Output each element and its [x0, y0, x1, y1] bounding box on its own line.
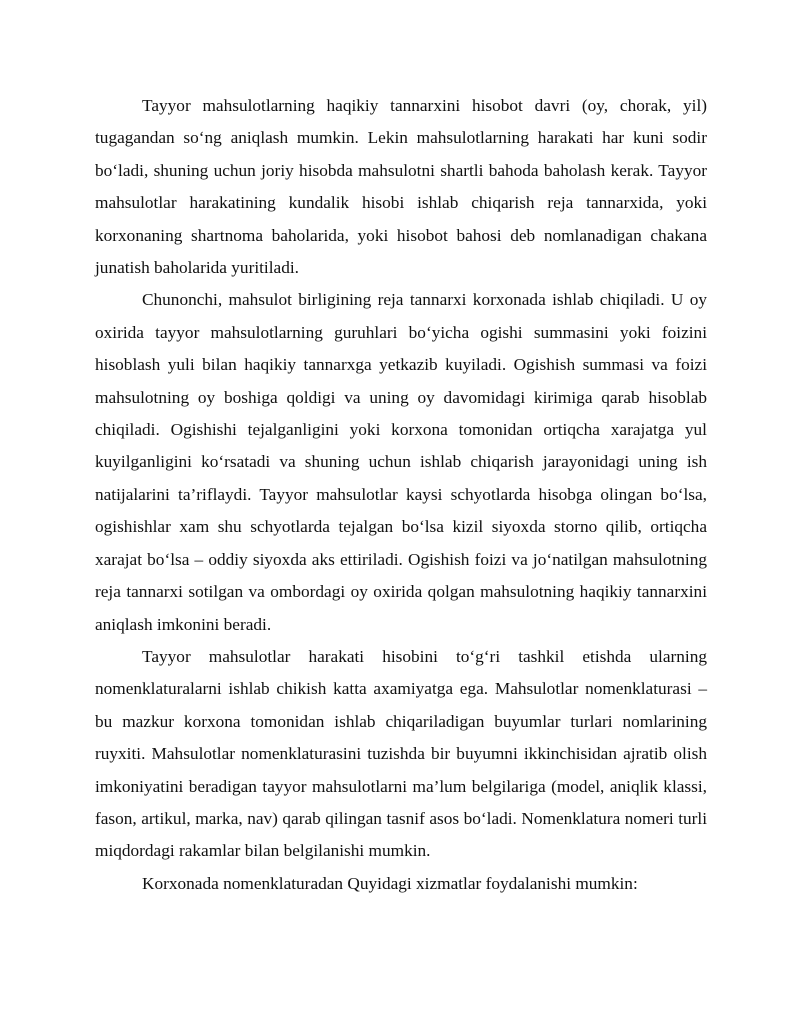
document-page	[95, 90, 707, 900]
paragraph-1: Tayyor mahsulotlarning haqikiy tannarxini hisobot davri (oy, chorak, yil) tugagandan so‘ng aniqlash mumkin. Lekin mahsulotlarning harakati har kuni sodir bo‘ladi, shuning uchun joriy hisobda mahsulotni shartli bahoda baholash kerak. Tayyor mahsulotlar harakatining kundalik hisobi ishlab chiqarish reja tannarxida, yoki korxonaning shartnoma baholarida, yoki hisobot bahosi deb nomlanadigan chakana junatish baholarida yuritiladi.	[95, 96, 707, 278]
paragraph-2: Chunonchi, mahsulot birligining reja tannarxi korxonada ishlab chiqiladi. U oy oxirida tayyor mahsulotlarning guruhlari bo‘yicha ogishi summasini yoki foizini hisoblash yuli bilan haqikiy tannarxga yetkazib kuyiladi. Ogishish summasi va foizi mahsulotning oy boshiga qoldigi va uning oy davomidagi kirimiga qarab hisoblab chiqiladi. Ogishishi tejalganligini yoki korxona tomonidan ortiqcha xarajatga yul kuyilganligini ko‘rsatadi va shuning uchun ishlab chiqarish jarayonidagi uning ish natijalarini ta’riflaydi. Tayyor mahsulotlar kaysi schyotlarda hisobga olingan bo‘lsa, ogishishlar xam shu schyotlarda tejalgan bo‘lsa kizil siyoxda storno qilib, ortiqcha xarajat bo‘lsa – oddiy siyoxda aks ettiriladi. Ogishish foizi va jo‘natilgan mahsulotning reja tannarxi sotilgan va ombordagi oy oxirida qolgan mahsulotning haqikiy tannarxini aniqlash imkonini beradi.	[95, 290, 707, 634]
paragraph-4: Korxonada nomenklaturadan Quyidagi xizmatlar foydalanishi mumkin:	[142, 873, 638, 893]
paragraph-3: Tayyor mahsulotlar harakati hisobini to‘g‘ri tashkil etishda ularning nomenklaturalarni ishlab chikish katta axamiyatga ega. Mahsulotlar nomenklaturasi – bu mazkur korxona tomonidan ishlab chiqariladigan buyumlar turlari nomlarining ruyxiti. Mahsulotlar nomenklaturasini tuzishda bir buyumni ikkinchisidan ajratib olish imkoniyatini beradigan tayyor mahsulotlarni ma’lum belgilariga (model, aniqlik klassi, fason, artikul, marka, nav) qarab qilingan tasnif asos bo‘ladi. Nomenklatura nomeri turli miqdordagi rakamlar bilan belgilanishi mumkin.	[95, 646, 707, 861]
